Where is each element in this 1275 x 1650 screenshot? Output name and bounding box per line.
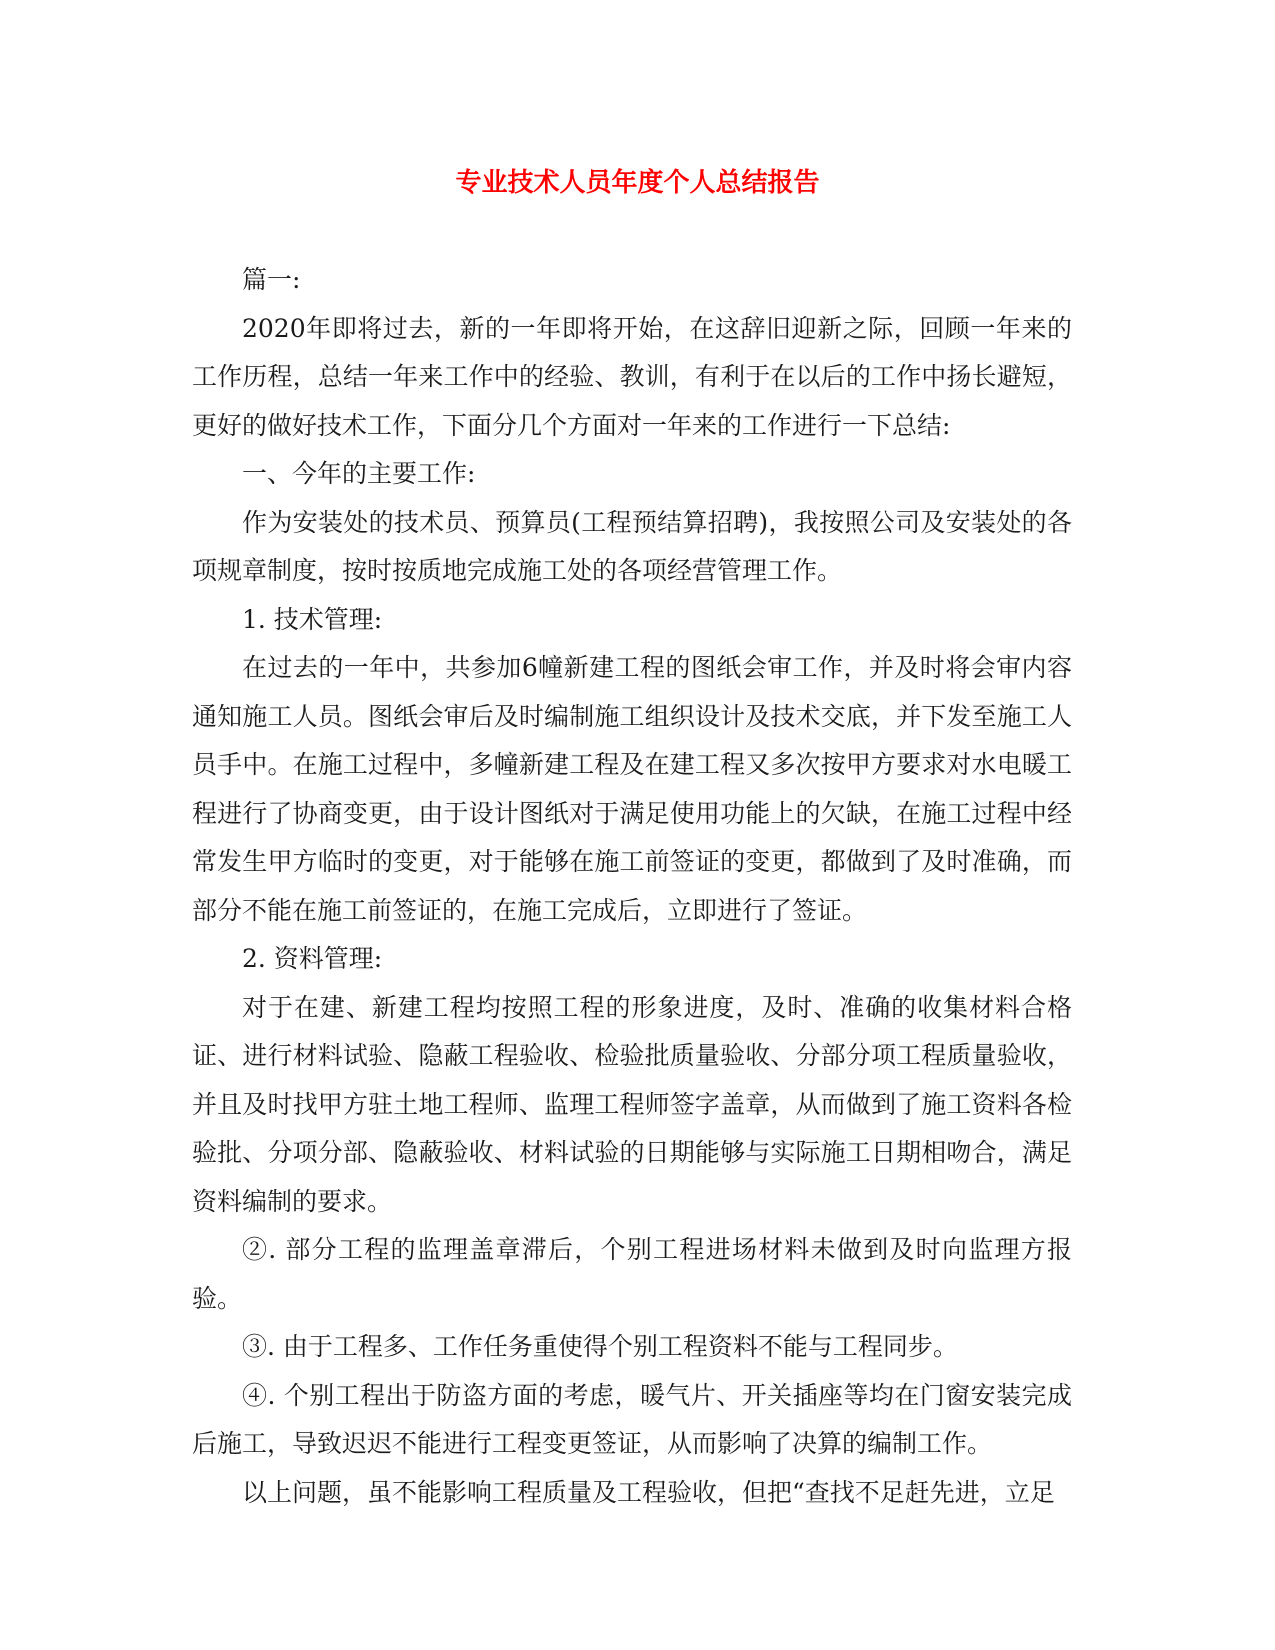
paragraph-conclusion: 以上问题，虽不能影响工程质量及工程验收，但把“查找不足赶先进，立足 xyxy=(242,1477,1055,1507)
heading-main-work: 一、今年的主要工作: xyxy=(242,459,476,488)
paragraph-tech-management: 在过去的一年中，共参加6幢新建工程的图纸会审工作，并及时将会审内容通知施工人员。图纸会审后及时编制施工组织设计及技术交底，并下发至施工人员手中。在施工过程中，多幢新建工程及在建工程又多次按甲方要求对水电暖工程进行了协商变更，由于设计图纸对于满足使用功能上的欠缺，在施工过程中经常发生甲方临时的变更，对于能够在施工前签证的变更，都做到了及时准确，而部分不能在施工前签证的，在施工完成后，立即进行了签证。 xyxy=(192,653,1072,925)
heading-data-management: 2. 资料管理: xyxy=(242,944,383,973)
paragraph-data-management: 对于在建、新建工程均按照工程的形象进度，及时、准确的收集材料合格证、进行材料试验、隐蔽工程验收、检验批质量验收、分部分项工程质量验收，并且及时找甲方驻土地工程师、监理工程师签字盖章，从而做到了施工资料各检验批、分项分部、隐蔽验收、材料试验的日期能够与实际施工日期相吻合，满足资料编制的要求。 xyxy=(192,992,1072,1216)
list-item-issue-2: ②. 部分工程的监理盖章滞后，个别工程进场材料未做到及时向监理方报验。 xyxy=(192,1235,1072,1313)
heading-tech-management: 1. 技术管理: xyxy=(242,604,383,634)
list-item-issue-4: ④. 个别工程出于防盗方面的考虑，暖气片、开关插座等均在门窗安装完成后施工，导致迟迟不能进行工程变更签证，从而影响了决算的编制工作。 xyxy=(192,1380,1072,1458)
document-body xyxy=(192,256,1072,1517)
paragraph-role: 作为安装处的技术员、预算员(工程预结算招聘)，我按照公司及安装处的各项规章制度，按时按质地完成施工处的各项经营管理工作。 xyxy=(192,507,1072,585)
paragraph-intro: 2020年即将过去，新的一年即将开始，在这辞旧迎新之际，回顾一年来的工作历程，总结一年来工作中的经验、教训，有利于在以后的工作中扬长避短，更好的做好技术工作，下面分几个方面对一年来的工作进行一下总结: xyxy=(192,313,1072,440)
paragraph-part-label: 篇一: xyxy=(242,265,301,294)
document-title: 专业技术人员年度个人总结报告 xyxy=(455,168,820,198)
list-item-issue-3: ③. 由于工程多、工作任务重使得个别工程资料不能与工程同步。 xyxy=(242,1332,958,1361)
